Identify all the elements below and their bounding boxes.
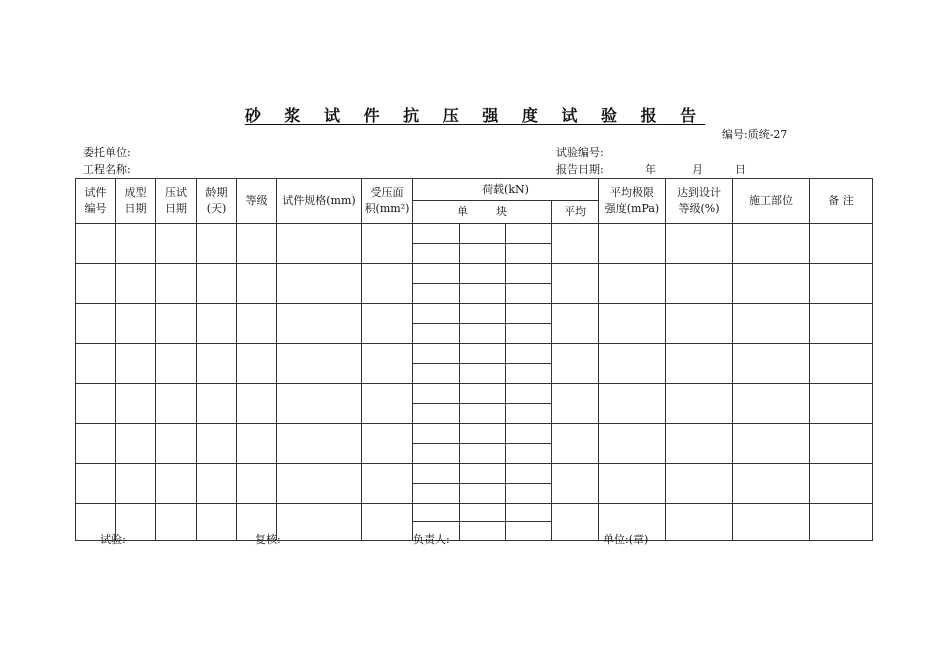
doc-number: 编号:质统-27: [722, 128, 788, 141]
cell-remarks[interactable]: [810, 464, 873, 504]
cell-age[interactable]: [197, 464, 237, 504]
cell-single-block-load[interactable]: [506, 244, 552, 264]
cell-single-block-load[interactable]: [460, 284, 506, 304]
cell-age[interactable]: [197, 504, 237, 541]
cell-pressure-area[interactable]: [362, 504, 413, 541]
header-pressure-area: 受压面 积(mm²): [362, 179, 413, 224]
cell-single-block-load[interactable]: [506, 404, 552, 424]
footer-review-label: 复核:: [255, 533, 281, 546]
cell-test-date[interactable]: [156, 464, 197, 504]
cell-single-block-load[interactable]: [413, 264, 460, 284]
cell-pressure-area[interactable]: [362, 384, 413, 424]
cell-construction-part[interactable]: [733, 224, 810, 264]
cell-single-block-load[interactable]: [413, 484, 460, 504]
cell-single-block-load[interactable]: [413, 244, 460, 264]
cell-remarks[interactable]: [810, 264, 873, 304]
cell-single-block-load[interactable]: [506, 522, 552, 541]
cell-design-grade[interactable]: [666, 224, 733, 264]
cell-age[interactable]: [197, 424, 237, 464]
cell-single-block-load[interactable]: [413, 344, 460, 364]
table-row: [76, 264, 873, 284]
cell-grade[interactable]: [237, 304, 277, 344]
cell-single-block-load[interactable]: [460, 264, 506, 284]
cell-avg-strength[interactable]: [599, 304, 666, 344]
cell-single-block-load[interactable]: [413, 324, 460, 344]
year-label: 年: [645, 163, 656, 176]
header-test-date: 压试 日期: [156, 179, 197, 224]
cell-single-block-load[interactable]: [506, 464, 552, 484]
cell-grade[interactable]: [237, 384, 277, 424]
cell-single-block-load[interactable]: [460, 464, 506, 484]
cell-average[interactable]: [552, 344, 599, 384]
cell-specimen-no[interactable]: [76, 424, 116, 464]
cell-molding-date[interactable]: [116, 304, 156, 344]
cell-specimen-no[interactable]: [76, 304, 116, 344]
cell-construction-part[interactable]: [733, 344, 810, 384]
cell-single-block-load[interactable]: [506, 284, 552, 304]
cell-pressure-area[interactable]: [362, 464, 413, 504]
cell-pressure-area[interactable]: [362, 224, 413, 264]
cell-single-block-load[interactable]: [460, 404, 506, 424]
cell-single-block-load[interactable]: [460, 444, 506, 464]
header-grade: 等级: [237, 179, 277, 224]
cell-single-block-load[interactable]: [506, 484, 552, 504]
cell-single-block-load[interactable]: [460, 304, 506, 324]
cell-specimen-no[interactable]: [76, 264, 116, 304]
cell-construction-part[interactable]: [733, 424, 810, 464]
cell-average[interactable]: [552, 304, 599, 344]
cell-single-block-load[interactable]: [413, 304, 460, 324]
cell-single-block-load[interactable]: [413, 384, 460, 404]
cell-molding-date[interactable]: [116, 224, 156, 264]
cell-single-block-load[interactable]: [460, 324, 506, 344]
cell-design-grade[interactable]: [666, 384, 733, 424]
cell-avg-strength[interactable]: [599, 224, 666, 264]
cell-specimen-spec[interactable]: [277, 264, 362, 304]
cell-single-block-load[interactable]: [413, 424, 460, 444]
cell-construction-part[interactable]: [733, 464, 810, 504]
cell-remarks[interactable]: [810, 504, 873, 541]
cell-avg-strength[interactable]: [599, 464, 666, 504]
day-label: 日: [735, 163, 746, 176]
cell-single-block-load[interactable]: [506, 304, 552, 324]
cell-single-block-load[interactable]: [413, 364, 460, 384]
cell-age[interactable]: [197, 344, 237, 384]
cell-molding-date[interactable]: [116, 424, 156, 464]
cell-test-date[interactable]: [156, 224, 197, 264]
report-date-label: 报告日期:: [556, 163, 604, 176]
cell-average[interactable]: [552, 504, 599, 541]
footer-responsible-label: 负责人:: [413, 533, 450, 546]
cell-single-block-load[interactable]: [460, 424, 506, 444]
cell-avg-strength[interactable]: [599, 264, 666, 304]
cell-average[interactable]: [552, 464, 599, 504]
cell-test-date[interactable]: [156, 304, 197, 344]
header-specimen-spec: 试件规格(mm): [277, 179, 362, 224]
cell-construction-part[interactable]: [733, 264, 810, 304]
table-row: [76, 224, 873, 244]
cell-grade[interactable]: [237, 264, 277, 304]
cell-design-grade[interactable]: [666, 344, 733, 384]
cell-pressure-area[interactable]: [362, 264, 413, 304]
cell-average[interactable]: [552, 384, 599, 424]
footer-test-label: 试验:: [100, 533, 126, 546]
header-molding-date: 成型 日期: [116, 179, 156, 224]
cell-pressure-area[interactable]: [362, 424, 413, 464]
cell-specimen-no[interactable]: [76, 224, 116, 264]
cell-single-block-load[interactable]: [413, 284, 460, 304]
cell-specimen-no[interactable]: [76, 384, 116, 424]
cell-specimen-spec[interactable]: [277, 504, 362, 541]
cell-single-block-load[interactable]: [506, 344, 552, 364]
cell-single-block-load[interactable]: [460, 224, 506, 244]
cell-remarks[interactable]: [810, 384, 873, 424]
cell-specimen-no[interactable]: [76, 344, 116, 384]
cell-single-block-load[interactable]: [506, 364, 552, 384]
cell-single-block-load[interactable]: [413, 504, 460, 522]
cell-molding-date[interactable]: [116, 344, 156, 384]
cell-single-block-load[interactable]: [506, 424, 552, 444]
cell-average[interactable]: [552, 424, 599, 464]
cell-single-block-load[interactable]: [506, 324, 552, 344]
cell-age[interactable]: [197, 384, 237, 424]
test-number-label: 试验编号:: [556, 146, 604, 159]
cell-single-block-load[interactable]: [506, 444, 552, 464]
cell-test-date[interactable]: [156, 424, 197, 464]
cell-single-block-load[interactable]: [506, 224, 552, 244]
cell-specimen-spec[interactable]: [277, 384, 362, 424]
table-row: [76, 344, 873, 364]
cell-grade[interactable]: [237, 464, 277, 504]
cell-single-block-load[interactable]: [413, 224, 460, 244]
cell-single-block-load[interactable]: [413, 444, 460, 464]
cell-single-block-load[interactable]: [506, 384, 552, 404]
cell-test-date[interactable]: [156, 504, 197, 541]
cell-specimen-spec[interactable]: [277, 464, 362, 504]
cell-construction-part[interactable]: [733, 384, 810, 424]
cell-single-block-load[interactable]: [460, 344, 506, 364]
table-row: [76, 424, 873, 444]
header-single-block: 单 块: [413, 201, 552, 224]
cell-specimen-spec[interactable]: [277, 424, 362, 464]
cell-single-block-load[interactable]: [460, 244, 506, 264]
cell-average[interactable]: [552, 264, 599, 304]
header-remarks: 备 注: [810, 179, 873, 224]
cell-average[interactable]: [552, 224, 599, 264]
table-row: [76, 384, 873, 404]
cell-design-grade[interactable]: [666, 424, 733, 464]
month-label: 月: [692, 163, 703, 176]
cell-single-block-load[interactable]: [460, 522, 506, 541]
cell-construction-part[interactable]: [733, 504, 810, 541]
footer-unit-seal-label: 单位:(章): [603, 533, 649, 546]
cell-remarks[interactable]: [810, 304, 873, 344]
header-average: 平均: [552, 201, 599, 224]
cell-single-block-load[interactable]: [460, 504, 506, 522]
cell-age[interactable]: [197, 264, 237, 304]
cell-remarks[interactable]: [810, 224, 873, 264]
cell-age[interactable]: [197, 304, 237, 344]
cell-age[interactable]: [197, 224, 237, 264]
cell-avg-strength[interactable]: [599, 344, 666, 384]
project-name-label: 工程名称:: [83, 163, 131, 176]
cell-construction-part[interactable]: [733, 304, 810, 344]
cell-remarks[interactable]: [810, 424, 873, 464]
cell-single-block-load[interactable]: [506, 504, 552, 522]
cell-molding-date[interactable]: [116, 264, 156, 304]
table-row: [76, 304, 873, 324]
cell-single-block-load[interactable]: [413, 404, 460, 424]
header-row-1: [76, 179, 873, 201]
cell-grade[interactable]: [237, 424, 277, 464]
cell-single-block-load[interactable]: [460, 364, 506, 384]
report-title: 砂 浆 试 件 抗 压 强 度 试 验 报 告: [244, 106, 706, 125]
cell-grade[interactable]: [237, 344, 277, 384]
cell-single-block-load[interactable]: [460, 384, 506, 404]
header-avg-strength: 平均极限 强度(mPa): [599, 179, 666, 224]
cell-single-block-load[interactable]: [506, 264, 552, 284]
header-load: 荷载(kN): [413, 179, 599, 201]
cell-molding-date[interactable]: [116, 384, 156, 424]
cell-molding-date[interactable]: [116, 464, 156, 504]
header-construction-part: 施工部位: [733, 179, 810, 224]
cell-specimen-spec[interactable]: [277, 344, 362, 384]
cell-single-block-load[interactable]: [413, 464, 460, 484]
cell-test-date[interactable]: [156, 264, 197, 304]
cell-design-grade[interactable]: [666, 304, 733, 344]
table-row: [76, 504, 873, 522]
cell-design-grade[interactable]: [666, 464, 733, 504]
client-unit-label: 委托单位:: [83, 146, 131, 159]
cell-single-block-load[interactable]: [460, 484, 506, 504]
cell-design-grade[interactable]: [666, 264, 733, 304]
cell-specimen-no[interactable]: [76, 464, 116, 504]
cell-grade[interactable]: [237, 224, 277, 264]
cell-specimen-spec[interactable]: [277, 224, 362, 264]
cell-avg-strength[interactable]: [599, 424, 666, 464]
cell-test-date[interactable]: [156, 344, 197, 384]
report-table: [75, 178, 873, 541]
header-age: 龄期 (天): [197, 179, 237, 224]
cell-remarks[interactable]: [810, 344, 873, 384]
cell-avg-strength[interactable]: [599, 384, 666, 424]
cell-specimen-spec[interactable]: [277, 304, 362, 344]
cell-design-grade[interactable]: [666, 504, 733, 541]
cell-pressure-area[interactable]: [362, 304, 413, 344]
cell-pressure-area[interactable]: [362, 344, 413, 384]
cell-test-date[interactable]: [156, 384, 197, 424]
header-specimen-no: 试件 编号: [76, 179, 116, 224]
header-design-grade: 达到设计 等级(%): [666, 179, 733, 224]
table-row: [76, 464, 873, 484]
